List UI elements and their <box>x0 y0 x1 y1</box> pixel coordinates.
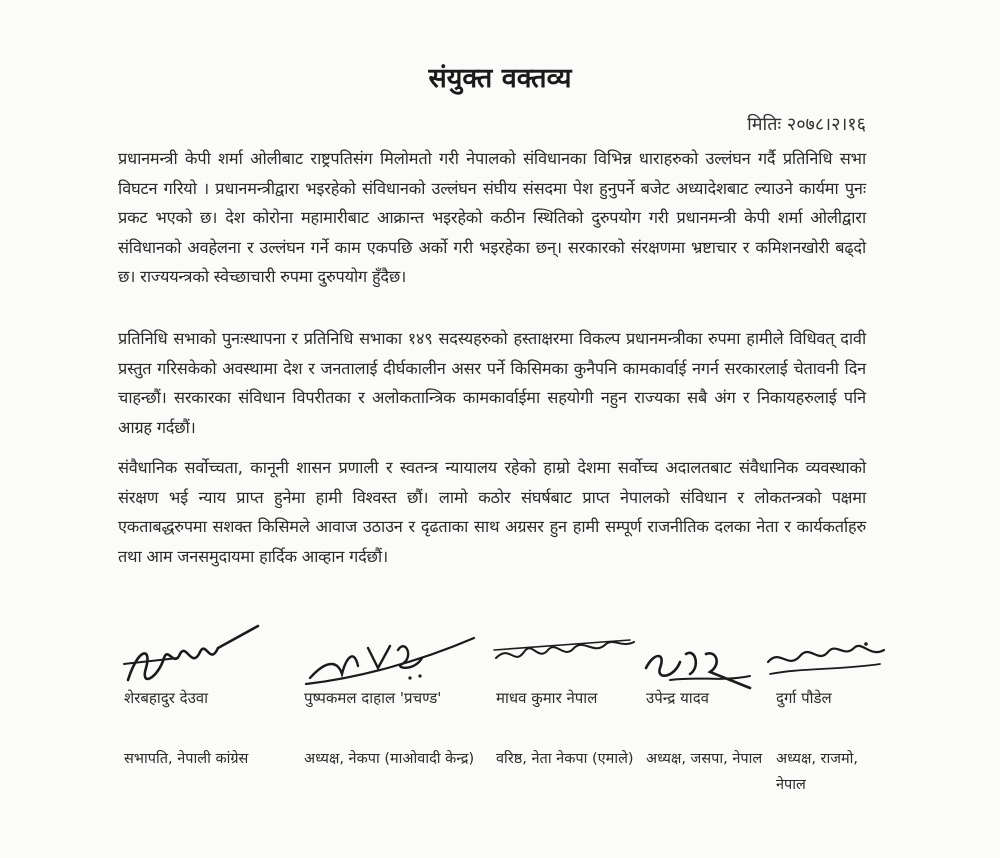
signature-4 <box>640 618 760 698</box>
document-date: मितिः २०७८।२।१६ <box>747 114 866 135</box>
signature-3-drawing <box>490 618 640 698</box>
signature-2-drawing <box>298 618 478 698</box>
signatory-name-2: पुष्पकमल दाहाल 'प्रचण्ड' <box>304 689 442 707</box>
signatory-name-5: दुर्गा पौडेल <box>776 689 832 707</box>
signatory-name-1: शेरबहादुर देउवा <box>124 689 209 707</box>
signature-3 <box>490 618 640 698</box>
signatory-name-4: उपेन्द्र यादव <box>646 689 709 707</box>
signatory-role-2: अध्यक्ष, नेकपा (माओवादी केन्द्र) <box>304 751 475 767</box>
signature-1 <box>118 618 268 698</box>
signature-5 <box>760 618 890 698</box>
signature-4-drawing <box>640 618 760 698</box>
signature-2 <box>298 618 478 698</box>
paragraph-1: प्रधानमन्त्री केपी शर्मा ओलीबाट राष्ट्रपतिसंग मिलोमतो गरी नेपालको संविधानका विभिन्न धाराहरुको उल्लंघन गर्दै प्रतिनिधि सभा विघटन गरियो । प्रधानमन्त्रीद्वारा भइरहेको संविधानको उल्लंघन संघीय संसदमा पेश हुनुपर्ने बजेट अध्यादेशबाट ल्याउने कार्यमा पुनः प्रकट भएको छ। देश कोरोना महामारीबाट आक्रान्त भइरहेको कठीन स्थितिको दुरुपयोग गरी प्रधानमन्त्री केपी शर्मा ओलीद्वारा संविधानको अवहेलना र उल्लंघन गर्ने काम एकपछि अर्को गरी भइरहेका छन्। सरकारको संरक्षणमा भ्रष्टाचार र कमिशनखोरी बढ्दो छ। राज्ययन्त्रको स्वेच्छाचारी रुपमा दुरुपयोग हुँदैछ। <box>118 149 866 286</box>
signatory-name-3: माधव कुमार नेपाल <box>496 689 598 707</box>
signatory-role-1: सभापति, नेपाली कांग्रेस <box>124 751 249 767</box>
paragraph-3: संवैधानिक सर्वोच्चता, कानूनी शासन प्रणाली र स्वतन्त्र न्यायालय रहेको हाम्रो देशमा सर्वोच्च अदालतबाट संवैधानिक व्यवस्थाको संरक्षण भई न्याय प्राप्त हुनेमा हामी विश्वस्त छौं। लामो कठोर संघर्षबाट प्राप्त नेपालको संविधान र लोकतन्त्रको पक्षमा एकताबद्धरुपमा सशक्त किसिमले आवाज उठाउन र दृढताका साथ अग्रसर हुन हामी सम्पूर्ण राजनीतिक दलका नेता र कार्यकर्ताहरु तथा आम जनसमुदायमा हार्दिक आव्हान गर्दछौं। <box>118 458 866 566</box>
signatory-role-3: वरिष्ठ, नेता नेकपा (एमाले) <box>496 751 634 767</box>
signatory-role-5: अध्यक्ष, राजमो, नेपाल <box>776 751 859 793</box>
document-title: संयुक्त वक्तव्य <box>428 63 572 94</box>
signature-5-drawing <box>760 618 890 698</box>
signature-1-drawing <box>118 618 268 698</box>
signatory-role-4: अध्यक्ष, जसपा, नेपाल <box>646 751 763 767</box>
paragraph-2: प्रतिनिधि सभाको पुनःस्थापना र प्रतिनिधि सभाका १४९ सदस्यहरुको हस्ताक्षरमा विकल्प प्रधानमन्त्रीका रुपमा हामीले विधिवत् दावी प्रस्तुत गरिसकेको अवस्थामा देश र जनतालाई दीर्घकालीन असर पर्ने किसिमका कुनैपनि कामकार्वाई नगर्न सरकारलाई चेतावनी दिन चाहन्छौं। सरकारका संविधान विपरीतका र अलोकतान्त्रिक कामकार्वाईमा सहयोगी नहुन राज्यका सबै अंग र निकायहरुलाई पनि आग्रह गर्दछौं। <box>118 329 866 437</box>
